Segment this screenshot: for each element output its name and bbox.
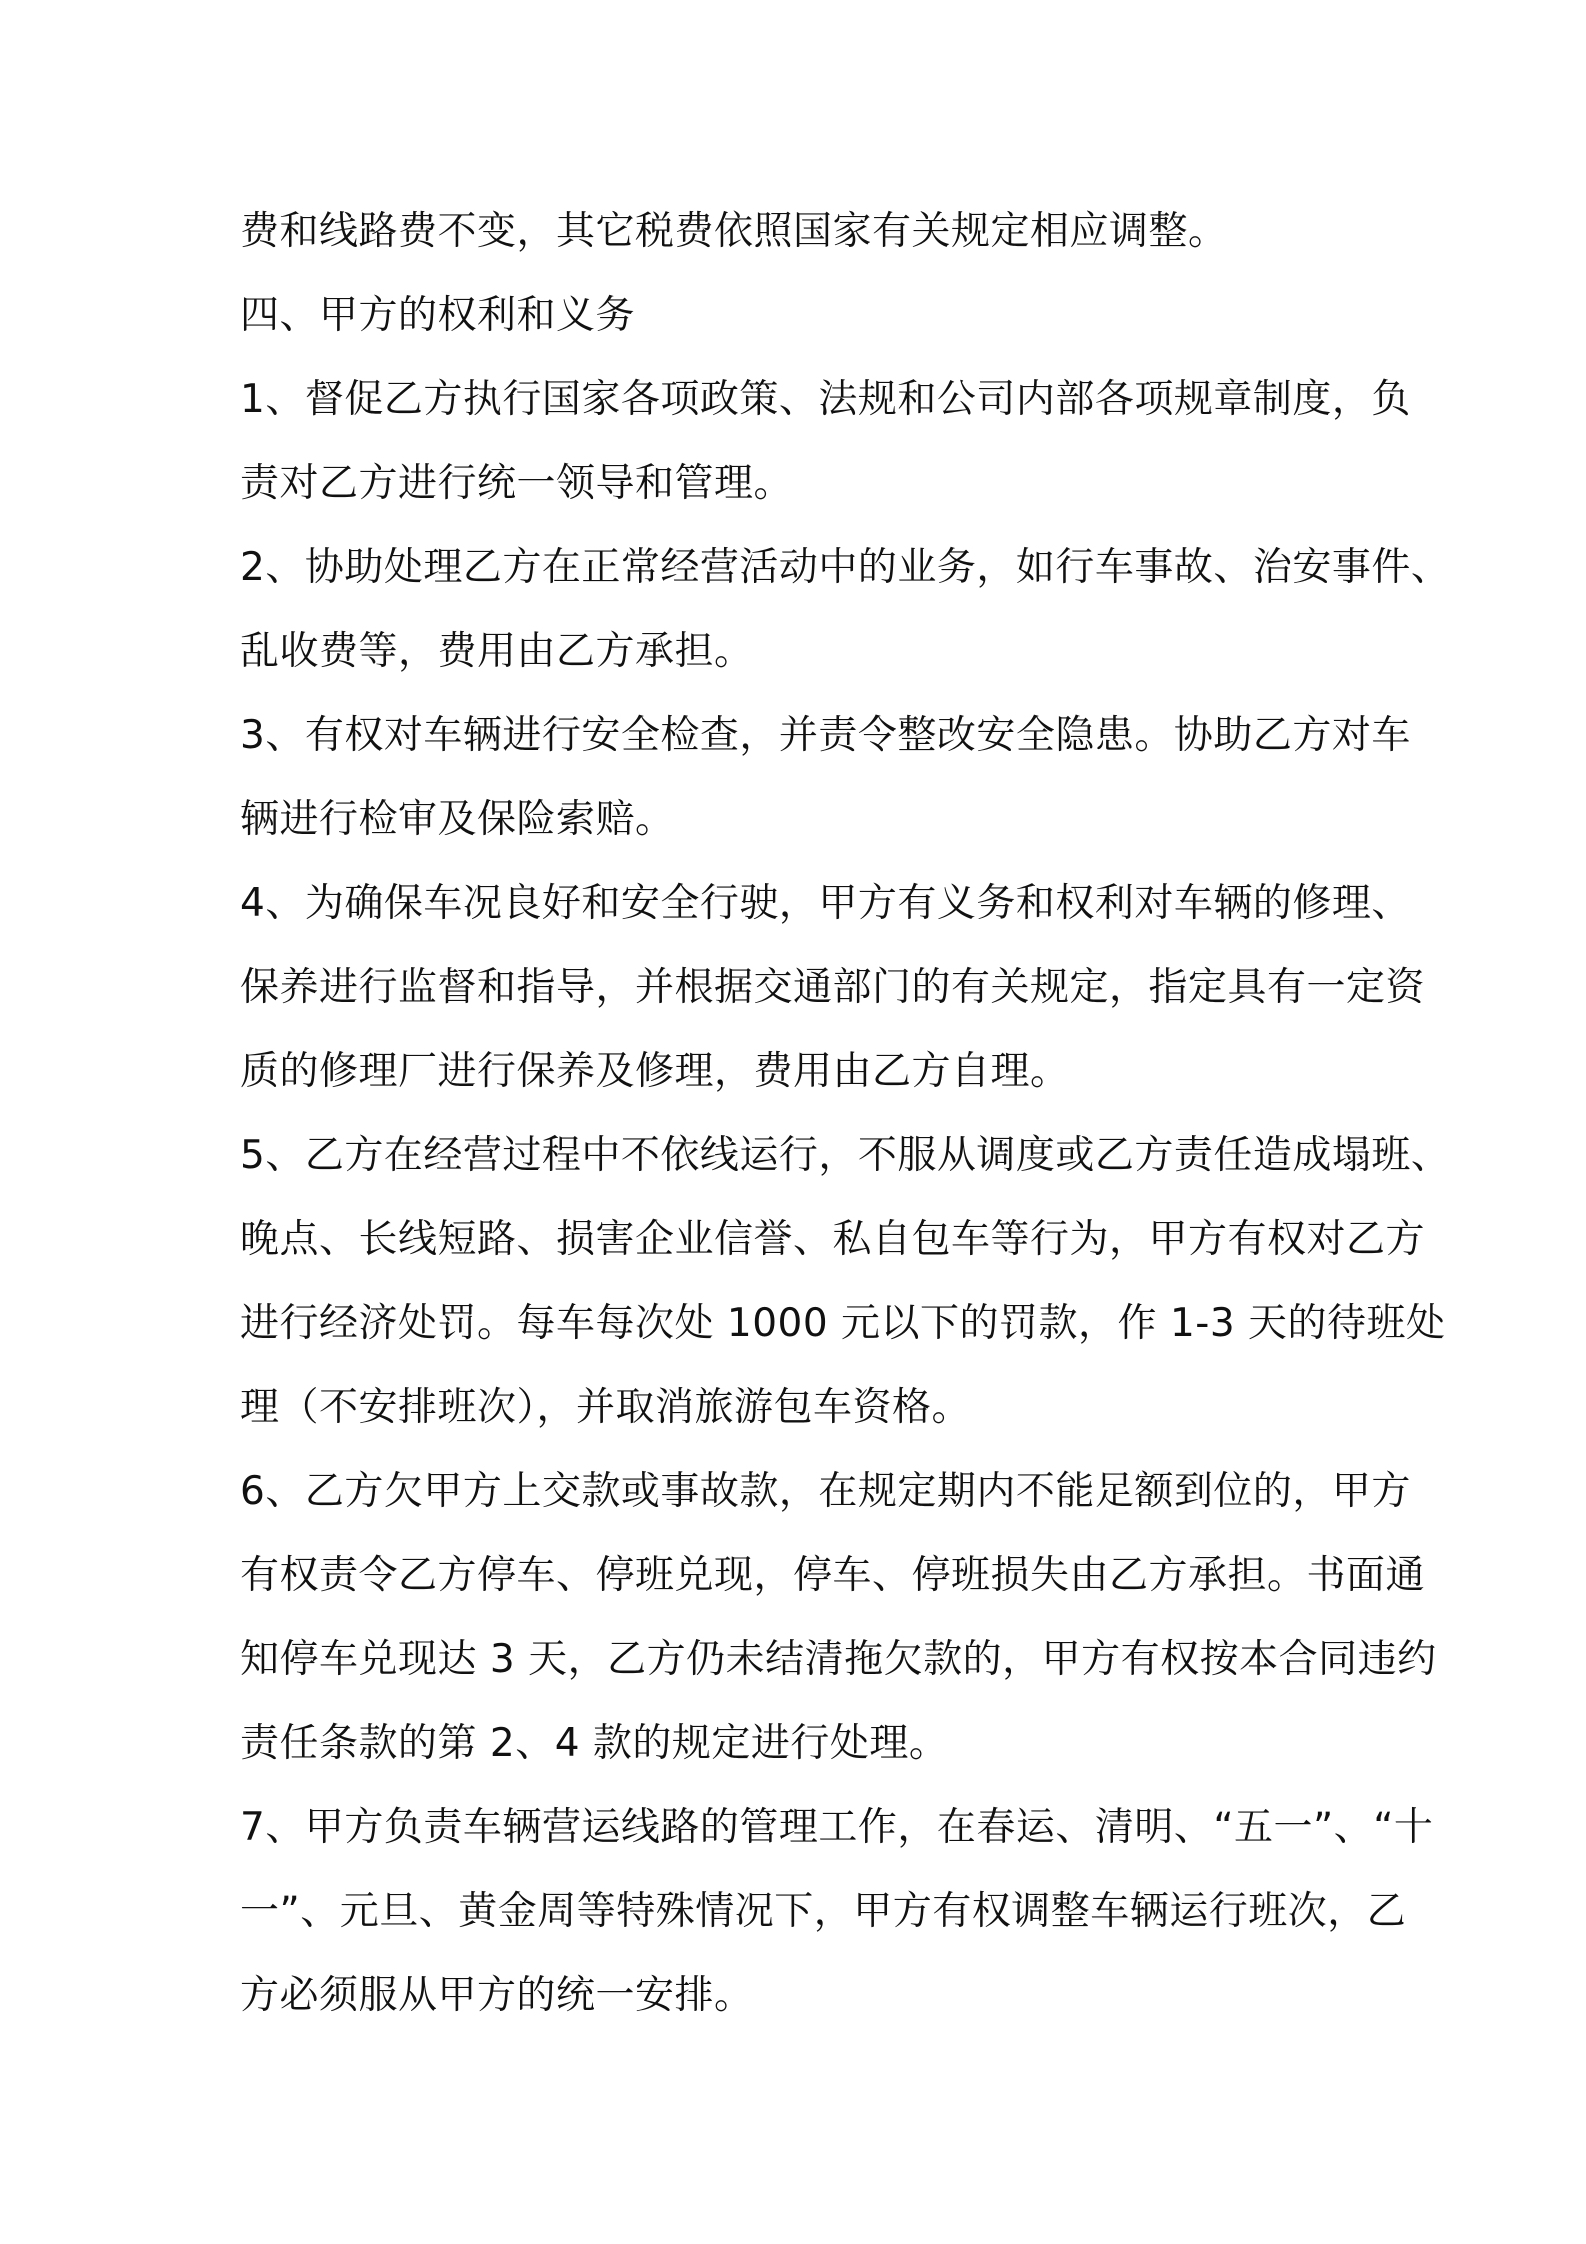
text-line: 辆进行检审及保险索赔。 <box>240 797 675 842</box>
text-line: 一”、元旦、黄金周等特殊情况下，甲方有权调整车辆运行班次，乙 <box>240 1889 1407 1934</box>
text-line: 有权责令乙方停车、停班兑现，停车、停班损失由乙方承担。书面通 <box>240 1553 1426 1598</box>
section-heading: 四、甲方的权利和义务 <box>240 293 636 338</box>
text-line: 3、有权对车辆进行安全检查，并责令整改安全隐患。协助乙方对车 <box>240 713 1411 758</box>
text-line: 乱收费等，费用由乙方承担。 <box>240 629 754 674</box>
text-line: 1、督促乙方执行国家各项政策、法规和公司内部各项规章制度，负 <box>240 377 1411 422</box>
text-line: 进行经济处罚。每车每次处 1000 元以下的罚款，作 1-3 天的待班处 <box>240 1301 1446 1346</box>
text-line: 费和线路费不变，其它税费依照国家有关规定相应调整。 <box>240 209 1228 254</box>
text-line: 理（不安排班次），并取消旅游包车资格。 <box>240 1385 972 1430</box>
text-line: 7、甲方负责车辆营运线路的管理工作，在春运、清明、“五一”、“十 <box>240 1805 1434 1850</box>
text-line: 责对乙方进行统一领导和管理。 <box>240 461 794 506</box>
text-line: 方必须服从甲方的统一安排。 <box>240 1973 754 2018</box>
text-line: 6、乙方欠甲方上交款或事故款，在规定期内不能足额到位的，甲方 <box>240 1469 1411 1514</box>
text-line: 晚点、长线短路、损害企业信誉、私自包车等行为，甲方有权对乙方 <box>240 1217 1426 1262</box>
text-line: 责任条款的第 2、4 款的规定进行处理。 <box>240 1721 949 1766</box>
document-body <box>240 190 1451 2038</box>
text-line: 质的修理厂进行保养及修理，费用由乙方自理。 <box>240 1049 1070 1094</box>
text-line: 知停车兑现达 3 天，乙方仍未结清拖欠款的，甲方有权按本合同违约 <box>240 1637 1437 1682</box>
text-line: 4、为确保车况良好和安全行驶，甲方有义务和权利对车辆的修理、 <box>240 881 1411 926</box>
text-line: 2、协助处理乙方在正常经营活动中的业务，如行车事故、治安事件、 <box>240 545 1451 590</box>
text-line: 5、乙方在经营过程中不依线运行，不服从调度或乙方责任造成塌班、 <box>240 1133 1451 1178</box>
text-line: 保养进行监督和指导，并根据交通部门的有关规定，指定具有一定资 <box>240 965 1426 1010</box>
